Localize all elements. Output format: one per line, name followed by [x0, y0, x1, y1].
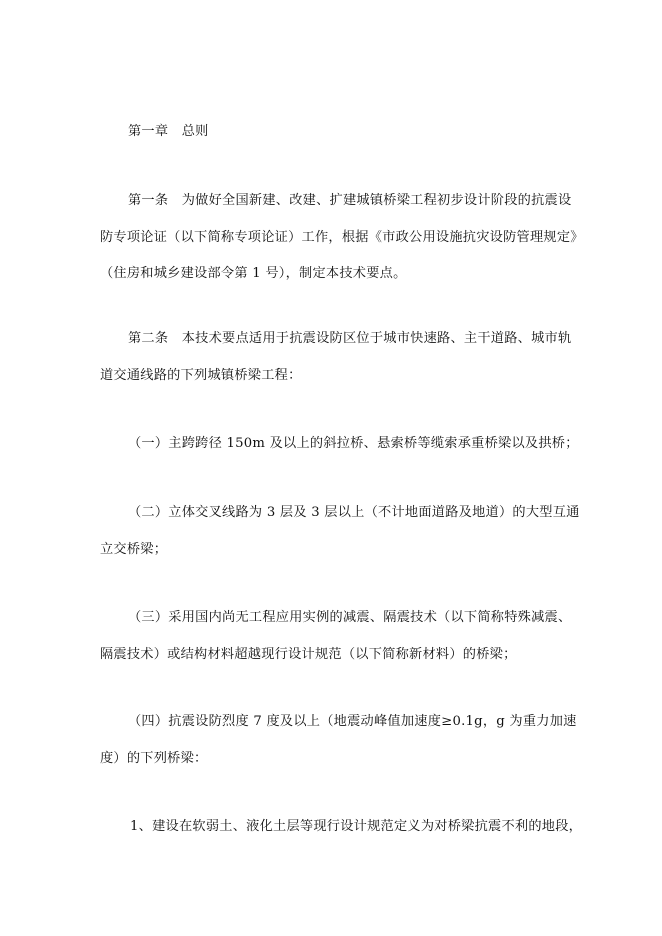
- article-1-line-2: 防专项论证（以下简称专项论证）工作，根据《市政公用设施抗灾设防管理规定》: [100, 230, 584, 245]
- item-1-line-1: （一）主跨跨径 150m 及以上的斜拉桥、悬索桥等缆索承重桥梁以及拱桥；: [128, 436, 579, 451]
- subitem-1-line-1: 1、建设在软弱土、液化土层等现行设计规范定义为对桥梁抗震不利的地段，: [130, 819, 583, 834]
- article-1-line-1: 第一条 为做好全国新建、改建、扩建城镇桥梁工程初步设计阶段的抗震设: [128, 193, 572, 208]
- article-1-line-3: （住房和城乡建设部令第 1 号），制定本技术要点。: [100, 266, 407, 281]
- item-4-line-1: （四）抗震设防烈度 7 度及以上（地震动峰值加速度≥0.1g，g 为重力加速: [128, 714, 577, 729]
- item-2-line-2: 立交桥梁；: [100, 542, 168, 557]
- item-3-line-2: 隔震技术）或结构材料超越现行设计规范（以下简称新材料）的桥梁；: [100, 647, 517, 662]
- article-2-line-1: 第二条 本技术要点适用于抗震设防区位于城市快速路、主干道路、城市轨: [128, 331, 572, 346]
- item-2-line-1: （二）立体交叉线路为 3 层及 3 层以上（不计地面道路及地道）的大型互通: [128, 505, 580, 520]
- item-3-line-1: （三）采用国内尚无工程应用实例的减震、隔震技术（以下简称特殊减震、: [128, 610, 572, 625]
- article-2-line-2: 道交通线路的下列城镇桥梁工程：: [100, 368, 302, 383]
- item-4-line-2: 度）的下列桥梁：: [100, 751, 208, 766]
- chapter-title: 第一章 总则: [128, 124, 209, 139]
